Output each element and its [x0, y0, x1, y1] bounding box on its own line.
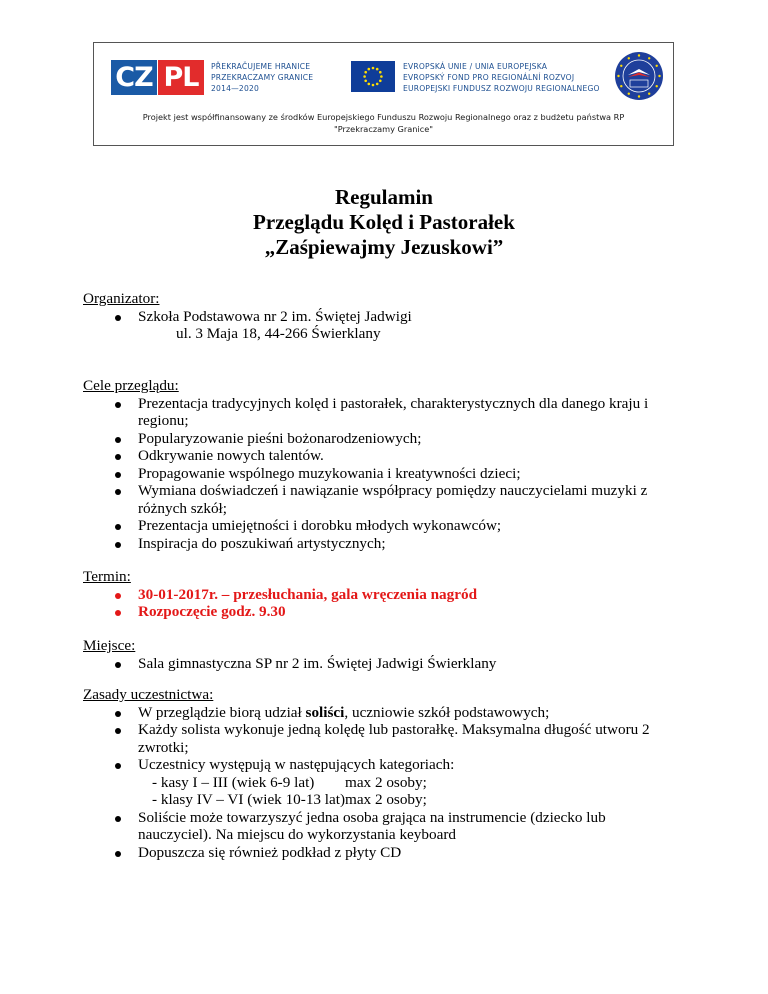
logo-cz-tile: CZ — [111, 60, 157, 95]
rule-text: Uczestnicy występują w następujących kategoriach: — [138, 756, 455, 773]
category-row — [138, 791, 703, 809]
eu-line: EUROPEJSKI FUNDUSZ ROZWOJU REGIONALNEGO — [403, 84, 600, 93]
document-title: Regulamin — [334, 185, 433, 209]
rules-section — [83, 686, 703, 861]
eu-line: EVROPSKÝ FOND PRO REGIONÁLNÍ ROZVOJ — [403, 73, 575, 82]
cofinancing-text: Projekt jest współfinansowany ze środków Europejskiego Funduszu Rozwoju Regionalnego oraz z budżetu państwa RP — [142, 112, 625, 122]
program-line: PRZEKRACZAMY GRANICE — [211, 73, 314, 82]
place-heading: Miejsce: — [83, 637, 136, 654]
list-item: Popularyzowanie pieśni bożonarodzeniowych; — [83, 430, 703, 448]
rule-emphasis: soliści — [305, 703, 345, 721]
document-subtitle: Przeglądu Kolęd i Pastorałek — [253, 210, 515, 234]
rule-text: , uczniowie szkół podstawowych; — [344, 703, 550, 721]
place-name: Sala gimnastyczna SP nr 2 im. Świętej Jadwigi Świerklany — [83, 655, 703, 673]
list-item: Soliście może towarzyszyć jedna osoba grająca na instrumencie (dziecko lub nauczyciel). Na miejscu do wykorzystania keyboard — [83, 809, 678, 844]
list-item: Prezentacja tradycyjnych kolęd i pastorałek, charakterystycznych dla danego kraju i regionu; — [83, 395, 658, 430]
list-item: Wymiana doświadczeń i nawiązanie współpracy pomiędzy nauczycielami muzyki z różnych szkół; — [83, 482, 668, 517]
rules-list — [83, 704, 703, 862]
category-row — [138, 774, 703, 792]
logo-pl-tile: PL — [158, 60, 204, 95]
organizer-heading: Organizator: — [83, 290, 160, 307]
category-label: - kasy I – III (wiek 6-9 lat) — [152, 773, 315, 791]
term-heading: Termin: — [83, 568, 131, 585]
eu-line: EVROPSKÁ UNIE / UNIA EUROPEJSKA — [403, 62, 548, 71]
category-limit: max 2 osoby; — [345, 773, 427, 791]
program-line: 2014—2020 — [211, 84, 260, 93]
organizer-address: ul. 3 Maja 18, 44-266 Świerklany — [176, 325, 381, 342]
term-date: 30-01-2017r. – przesłuchania, gala wręczenia nagród — [83, 586, 703, 604]
cz-pl-logo — [111, 60, 204, 95]
list-item: Prezentacja umiejętności i dorobku młodych wykonawców; — [83, 517, 703, 535]
list-item: Dopuszcza się również podkład z płyty CD — [83, 844, 703, 862]
event-name: „Zaśpiewajmy Jezuskowi” — [264, 235, 504, 259]
term-start-time: Rozpoczęcie godz. 9.30 — [83, 603, 703, 621]
list-item: Odkrywanie nowych talentów. — [83, 447, 703, 465]
eu-fund-name — [403, 61, 600, 94]
category-limit: max 2 osoby; — [345, 791, 427, 808]
list-item: Propagowanie wspólnego muzykowania i kreatywności dzieci; — [83, 465, 703, 483]
region-seal-icon — [614, 51, 664, 101]
rules-heading: Zasady uczestnictwa: — [83, 686, 214, 703]
cofinancing-program: "Przekraczamy Granice" — [333, 124, 434, 134]
list-item — [83, 704, 703, 722]
list-item — [83, 756, 703, 809]
program-line: PŘEKRAČUJEME HRANICE — [211, 62, 311, 71]
place-section — [83, 637, 703, 672]
organizer-name: Szkoła Podstawowa nr 2 im. Świętej Jadwigi — [83, 308, 703, 326]
goals-section — [83, 377, 703, 552]
program-name — [211, 61, 313, 94]
goals-list — [83, 395, 703, 553]
category-label: - klasy IV – VI (wiek 10-13 lat) — [152, 791, 346, 808]
list-item: Każdy solista wykonuje jedną kolędę lub pastorałkę. Maksymalna długość utworu 2 zwrotki; — [83, 721, 678, 756]
list-item: Inspiracja do poszukiwań artystycznych; — [83, 535, 703, 553]
term-section — [83, 568, 703, 621]
organizer-section — [83, 290, 703, 343]
cofinancing-banner — [93, 42, 674, 146]
rule-text: W przeglądzie biorą udział — [138, 703, 306, 721]
eu-flag-icon — [351, 61, 395, 92]
goals-heading: Cele przeglądu: — [83, 377, 179, 394]
